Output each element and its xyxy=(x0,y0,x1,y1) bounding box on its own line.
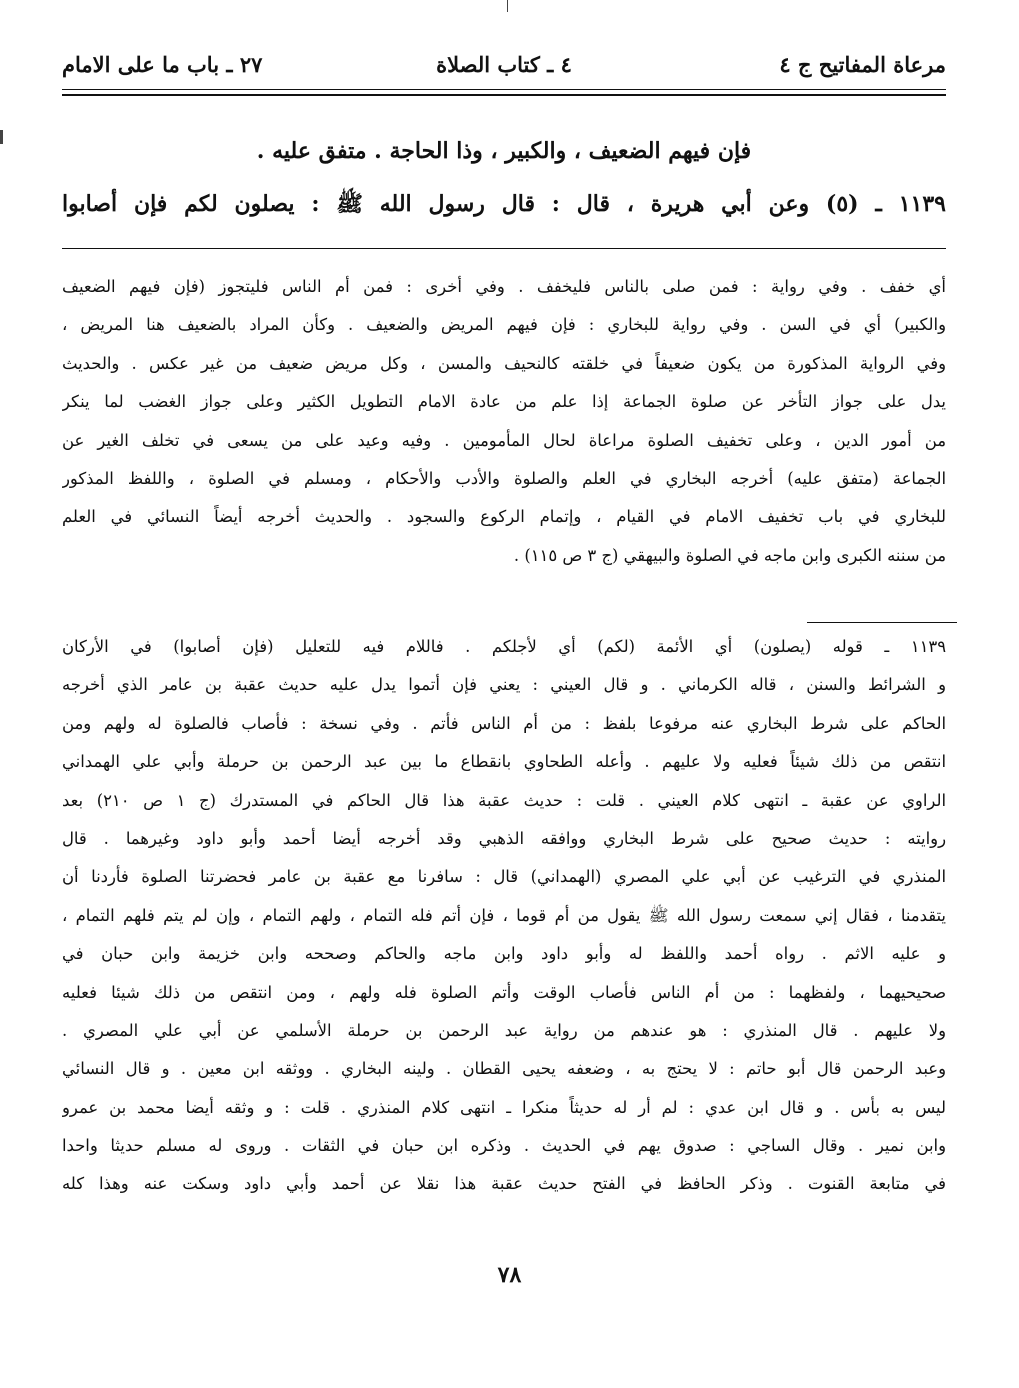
commentary-line: وفي الرواية المذكورة من يكون ضعيفاً في خلقته كالنحيف والمسن ، وكل مريض ضعيف من غير عكس . والحديث xyxy=(62,353,946,373)
commentary-line: أي خفف . وفي رواية : فمن صلى بالناس فليخفف . وفي أخرى : فمن أم الناس فليتجوز (فإن فيهم الضعيف xyxy=(62,277,946,296)
commentary-line: الحاكم على شرط البخاري عنه مرفوعا بلفظ : من أم الناس فأتم . وفي نسخة : فأصاب فالصلوة له ولهم ومن xyxy=(62,713,946,733)
commentary-line: صحيحيهما ، ولفظهما : من أم الناس فأصاب الوقت وأتم الصلوة فله ولهم ، ومن انتقص من ذلك شيئا فعليه xyxy=(62,982,946,1002)
commentary-separator-rule xyxy=(807,622,957,623)
commentary-line: والكبير) أي في السن . وفي رواية للبخاري : فإن فيهم المريض والضعيف . وكأن المراد بالضعيف هنا المريض ، xyxy=(62,315,946,335)
text-separator-rule xyxy=(62,248,946,249)
crop-mark xyxy=(507,0,508,12)
commentary-line: وابن نمير . وقال الساجي : صدوق يهم في الحديث . وذكره ابن حبان في الثقات . وروى له مسلم حديثا واحدا xyxy=(62,1136,946,1156)
commentary-line: و الشرائط والسنن ، قاله الكرماني . و قال العيني : يعني فإن أتموا يدل عليه حديث عقبة بن عامر الذي أخرجه xyxy=(62,675,946,695)
commentary-line: يتقدمنا ، فقال إني سمعت رسول الله ﷺ يقول من أم قوما ، فإن أتم فله التمام ، ولهم التمام ، وإن لم يتم فلهم التمام ، xyxy=(62,905,946,925)
commentary-block-1138 xyxy=(62,268,946,575)
commentary-line: في متابعة القنوت . وذكر الحافظ في الفتح حديث عقبة هذا نقلا عن أحمد وأبي داود وسكت عنه وهذا كله xyxy=(62,1174,946,1194)
header-rule-thick xyxy=(62,94,946,96)
header-book-section: ٤ ـ كتاب الصلاة xyxy=(436,52,572,77)
commentary-line: انتقص من ذلك شيئاً فعليه ولا عليهم . وأعله الطحاوي بانقطاع ما بين عبد الرحمن بن حرملة وأبي علي الهمداني xyxy=(62,752,946,772)
header-rule-thin xyxy=(62,89,946,90)
commentary-line: الراوي عن عقبة ـ انتهى كلام العيني . قلت : حديث عقبة هذا قال الحاكم في المستدرك (ج ١ ص ٢١٠) بعد xyxy=(62,790,946,810)
running-header xyxy=(62,44,946,90)
commentary-line: ولا عليهم . قال المنذري : هو عندهم من رواية عبد الرحمن بن حرملة الأسلمي عن أبي علي المصري . xyxy=(62,1020,946,1040)
commentary-line: وعبد الرحمن قال أبو حاتم : لا يحتج به ، وضعفه يحيى القطان . ولينه البخاري . ووثقه ابن معين . و قال النسائي xyxy=(62,1059,946,1079)
header-chapter: ٢٧ ـ باب ما على الامام xyxy=(62,52,263,77)
commentary-line: روايته : حديث صحيح على شرط البخاري ووافقه الذهبي وقد أخرجه أيضا أحمد وأبو داود وغيرهما . قال xyxy=(62,828,946,848)
commentary-line: المنذري في الترغيب عن أبي علي المصري (الهمداني) قال : سافرنا مع عقبة بن عامر فحضرتنا الصلوة فأردنا أن xyxy=(62,867,946,887)
hadith-text-1139: ١١٣٩ ـ (٥) وعن أبي هريرة ، قال : قال رسول الله ﷺ : يصلون لكم فإن أصابوا xyxy=(62,191,946,217)
commentary-line: ١١٣٩ ـ قوله (يصلون) أي الأئمة (لكم) أي لأجلكم . فاللام فيه للتعليل (فإن أصابوا) في الأركان xyxy=(62,637,946,656)
commentary-line: الجماعة (متفق عليه) أخرجه البخاري في العلم والصلوة والأدب والأحكام ، ومسلم في الصلوة ، واللفظ المذكور xyxy=(62,468,946,488)
header-book-title: مرعاة المفاتيح ج ٤ xyxy=(779,52,946,77)
commentary-line: من سننه الكبرى وابن ماجه في الصلوة والبيهقي (ج ٣ ص ١١٥) . xyxy=(513,545,946,565)
commentary-line: يدل على جواز التأخر عن صلوة الجماعة إذا علم من عادة الامام التطويل الكثير وعلى جواز الغضب لما ينكر xyxy=(62,392,946,412)
commentary-line: ليس به بأس . و قال ابن عدي : لم أر له حديثاً منكرا ـ انتهى كلام المنذري . قلت : و وثقه أيضا محمد بن عمرو xyxy=(62,1097,946,1117)
page-number: ٧٨ xyxy=(497,1262,522,1288)
commentary-line: للبخاري في باب تخفيف الامام في القيام ، وإتمام الركوع والسجود . والحديث أخرجه أيضاً النسائي في العلم xyxy=(62,507,946,527)
commentary-line: من أمور الدين ، وعلى تخفيف الصلوة مراعاة لحال المأمومين . وفيه وعيد على من يسعى في تخلف الغير عن xyxy=(62,430,946,450)
scan-edge-mark xyxy=(0,130,3,144)
hadith-text-continuation: فإن فيهم الضعيف ، والكبير ، وذا الحاجة . متفق عليه . xyxy=(256,138,752,164)
commentary-line: و عليه الاثم . رواه أحمد واللفظ له وأبو داود وابن ماجه والحاكم وصححه وابن خزيمة وابن حبان في xyxy=(62,944,946,964)
commentary-block-1139 xyxy=(62,628,946,1204)
